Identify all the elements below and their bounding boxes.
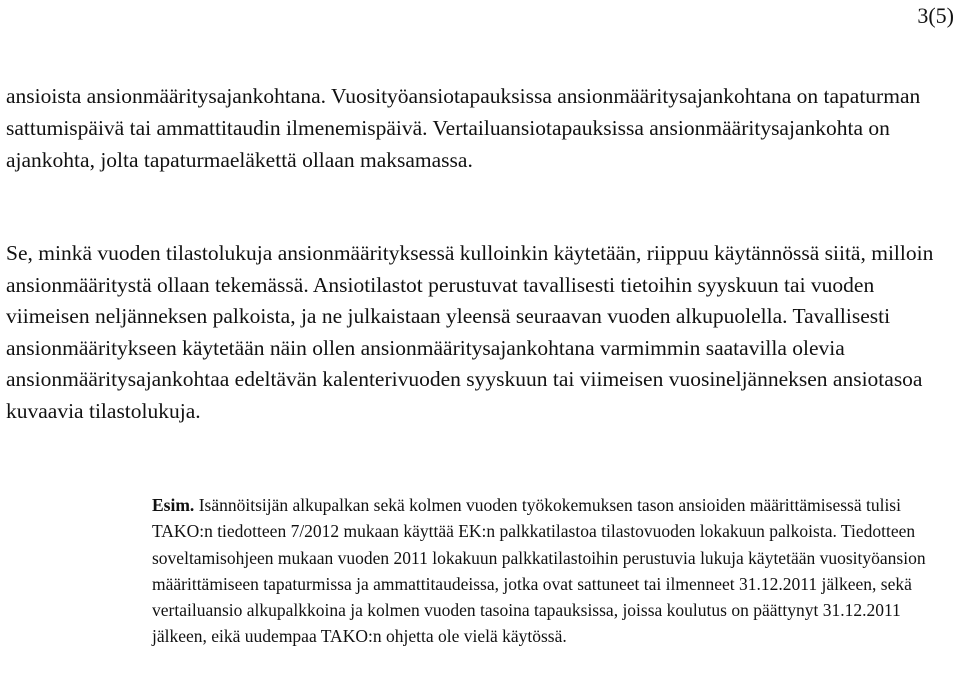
example-text: Isännöitsijän alkupalkan sekä kolmen vuoden työkokemuksen tason ansioiden määrittämisessä tulisi TAKO:n tiedotteen 7/2012 mukaan käyttää EK:n palkkatilastoa tilastovuoden lokakuun palkoista. Tiedotteen soveltamisohjeen mukaan vuoden 2011 lokakuun palkkatilastoihin perustuvia lukuja käytetään vuosityöansion määrittämiseen tapaturmissa ja ammattitaudeissa, jotka ovat sattuneet tai ilmenneet 31.12.2011 jälkeen, sekä vertailuansio alkupalkkoina ja kolmen vuoden tasoina tapauksissa, joissa koulutus on päättynyt 31.12.2011 jälkeen, eikä uudempaa TAKO:n ohjetta ole vielä käytössä. [152,495,926,647]
paragraph-earnings-timing: ansioista ansionmääritysajankohtana. Vuosityöansiotapauksissa ansionmääritysajankohtana on tapaturman sattumispäivä tai ammattitaudin ilmenemispäivä. Vertailuansiotapauksissa ansionmääritysajankohta on ajankohta, jolta tapaturmaeläkettä ollaan maksamassa. [6,84,921,172]
example-label: Esim. [152,495,195,515]
page-number: 3(5) [917,3,954,28]
paragraph-statistics-year: Se, minkä vuoden tilastolukuja ansionmäärityksessä kulloinkin käytetään, riippuu käytännössä siitä, milloin ansionmääritystä ollaan tekemässä. Ansiotilastot perustuvat tavallisesti tietoihin syyskuun tai vuoden viimeisen neljänneksen palkoista, ja ne julkaistaan yleensä seuraavan vuoden alkupuolella. Tavallisesti ansionmääritykseen käytetään näin ollen ansionmääritysajankohtana varmimmin saatavilla olevia ansionmääritysajankohtaa edeltävän kalenterivuoden syyskuun tai viimeisen vuosineljänneksen ansiotasoa kuvaavia tilastolukuja. [6,241,934,423]
example-block [152,492,954,650]
